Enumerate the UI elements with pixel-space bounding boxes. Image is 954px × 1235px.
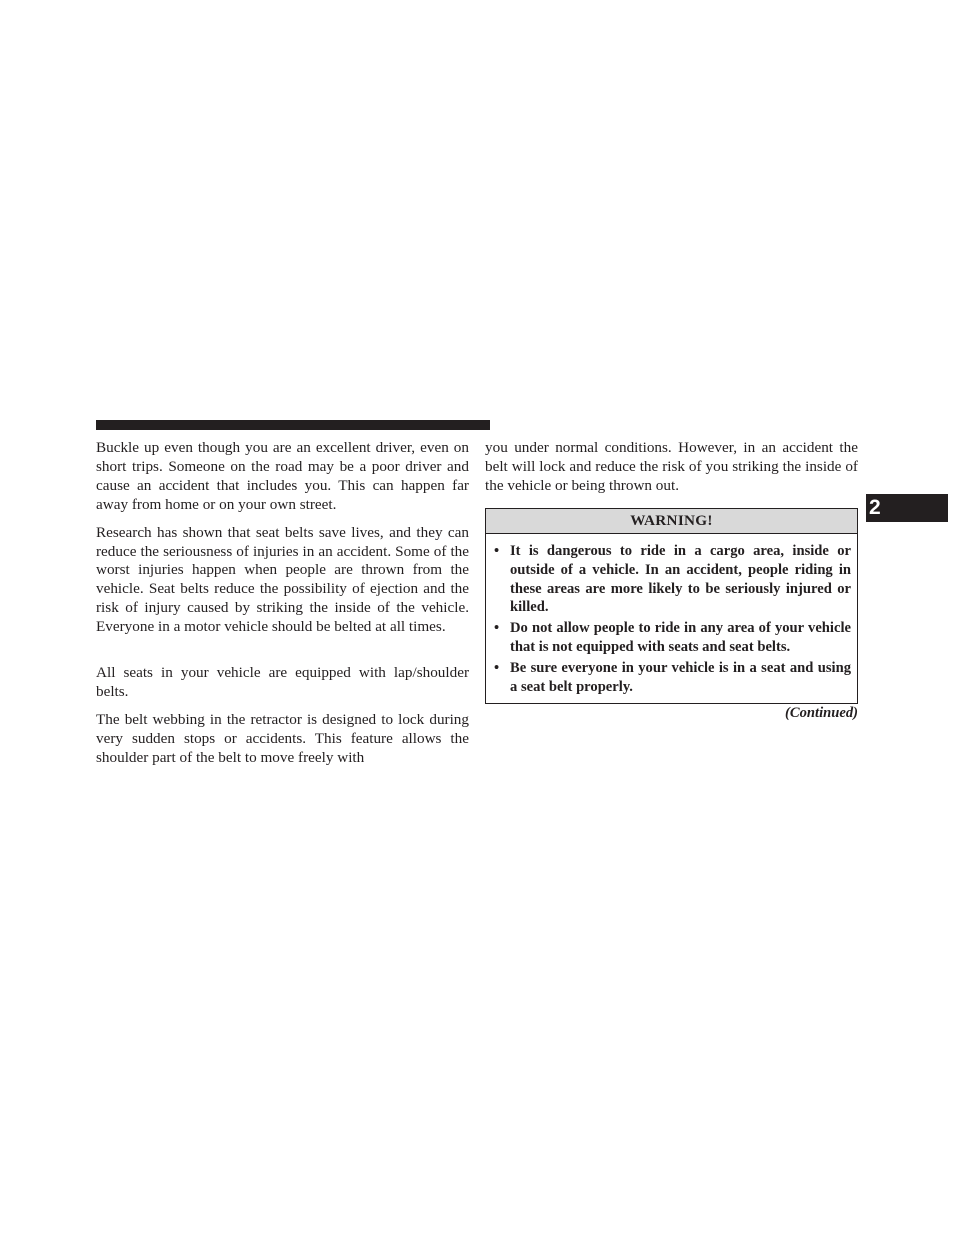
warning-item-text: It is dangerous to ride in a cargo area, inside or outside of a vehicle. In an accident, people riding in these areas are more likely to be seriously injured or killed. xyxy=(510,542,851,616)
warning-title: WARNING! xyxy=(486,509,857,534)
warning-item-seated xyxy=(494,659,851,697)
warning-item-text: Do not allow people to ride in any area of your vehicle that is not equipped with seats and seat belts. xyxy=(510,620,851,656)
right-column xyxy=(485,439,858,722)
paragraph-buckle-up: Buckle up even though you are an excellent driver, even on short trips. Someone on the road may be a poor driver and cause an accident that includes you. This can happen far away from home or on your own street. xyxy=(96,439,469,513)
warning-list xyxy=(486,534,857,703)
warning-box xyxy=(485,508,858,704)
paragraph-belt-lock: you under normal conditions. However, in an accident the belt will lock and reduce the risk of you striking the inside of the vehicle or being thrown out. xyxy=(485,439,858,494)
bullet-icon: • xyxy=(494,620,500,637)
left-column xyxy=(96,439,469,768)
continued-label: (Continued) xyxy=(785,704,858,721)
bullet-icon: • xyxy=(494,660,500,677)
warning-item-text: Be sure everyone in your vehicle is in a seat and using a seat belt properly. xyxy=(510,660,851,696)
warning-item-unequipped xyxy=(494,619,851,657)
bullet-icon: • xyxy=(494,542,500,559)
warning-item-cargo xyxy=(494,542,851,618)
paragraph-lap-shoulder: All seats in your vehicle are equipped with lap/shoulder belts. xyxy=(96,664,469,700)
chapter-tab: 2 xyxy=(866,494,948,522)
section-header-rule xyxy=(96,420,490,430)
heading-gap xyxy=(96,637,469,664)
paragraph-belt-webbing: The belt webbing in the retractor is designed to lock during very sudden stops or accidents. This feature allows the shoulder part of the belt to move freely with xyxy=(96,710,469,766)
paragraph-research: Research has shown that seat belts save lives, and they can reduce the seriousness of injuries in an accident. Some of the worst injuries happen when people are thrown from the vehicle. Seat belts reduce the possibility of ejection and the risk of injury caused by striking the inside of the vehicle. Everyone in a motor vehicle should be belted at all times. xyxy=(96,523,469,636)
